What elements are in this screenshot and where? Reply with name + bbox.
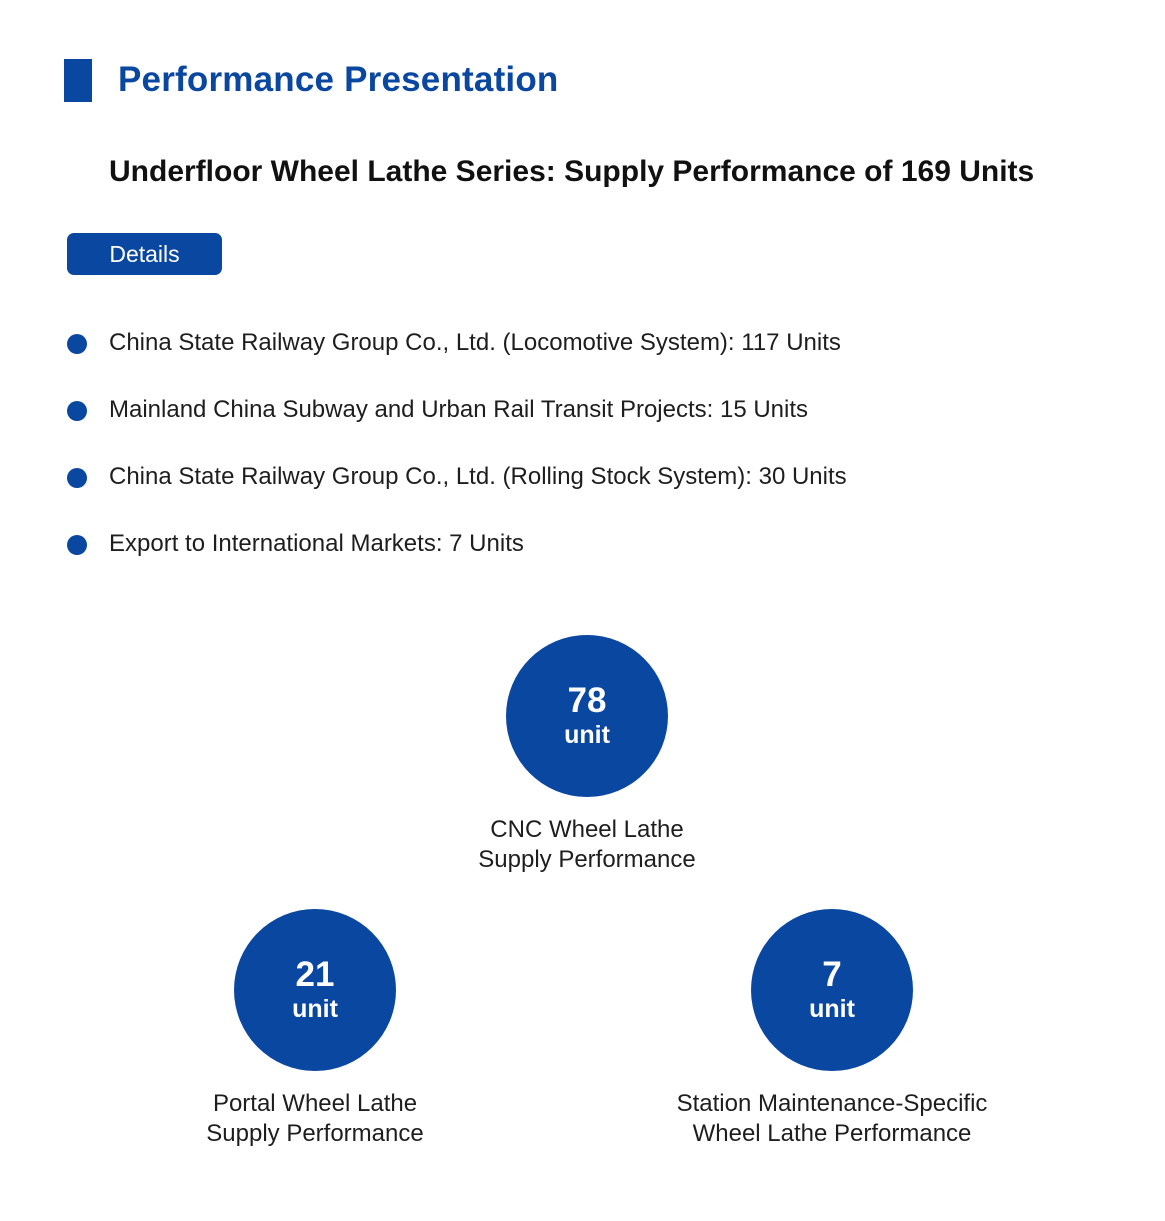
list-item	[67, 521, 847, 588]
list-item	[67, 387, 847, 454]
list-item-text: Export to International Markets: 7 Units	[109, 530, 524, 557]
section-header	[64, 58, 559, 102]
stat-value: 21	[295, 955, 335, 994]
bullet-icon	[67, 334, 87, 354]
stat-label	[105, 1089, 525, 1149]
stat-label	[377, 815, 797, 875]
stat-label-line1: Station Maintenance-Specific	[676, 1090, 988, 1117]
stat-value: 78	[567, 681, 607, 720]
page-subtitle: Underfloor Wheel Lathe Series: Supply Performance of 169 Units	[109, 155, 1035, 188]
stat-station-maintenance-wheel-lathe	[622, 909, 1042, 1149]
stat-portal-wheel-lathe	[105, 909, 525, 1149]
section-marker	[64, 59, 92, 102]
list-item-text: China State Railway Group Co., Ltd. (Rolling Stock System): 30 Units	[109, 463, 847, 490]
stat-label-line2: Supply Performance	[206, 1120, 424, 1147]
details-list	[67, 320, 847, 588]
list-item-text: China State Railway Group Co., Ltd. (Locomotive System): 117 Units	[109, 329, 841, 356]
list-item-text: Mainland China Subway and Urban Rail Transit Projects: 15 Units	[109, 396, 809, 423]
stat-label-line2: Supply Performance	[478, 846, 696, 873]
bullet-icon	[67, 468, 87, 488]
bullet-icon	[67, 535, 87, 555]
bullet-icon	[67, 401, 87, 421]
stat-label	[622, 1089, 1042, 1149]
stat-circle	[506, 635, 668, 797]
stat-label-line1: CNC Wheel Lathe	[490, 816, 684, 843]
stat-circle	[234, 909, 396, 1071]
stat-unit: unit	[564, 721, 610, 749]
stat-circle	[751, 909, 913, 1071]
list-item	[67, 320, 847, 387]
stat-unit: unit	[809, 995, 855, 1023]
list-item	[67, 454, 847, 521]
page-title: Performance Presentation	[118, 60, 559, 99]
stat-cnc-wheel-lathe	[377, 635, 797, 875]
stat-label-line2: Wheel Lathe Performance	[692, 1120, 972, 1147]
stat-label-line1: Portal Wheel Lathe	[212, 1090, 418, 1117]
details-badge: Details	[67, 233, 222, 275]
stat-unit: unit	[292, 995, 338, 1023]
stat-value: 7	[822, 955, 842, 994]
